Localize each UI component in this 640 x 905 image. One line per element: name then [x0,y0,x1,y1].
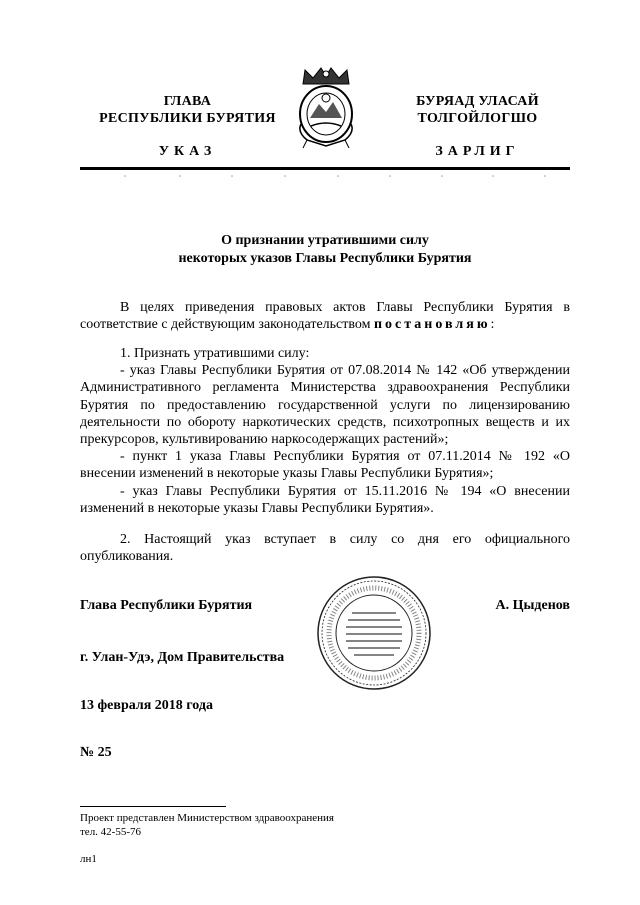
decree-end: : [490,317,495,333]
header-divider [80,167,570,170]
title-line2: некоторых указов Главы Республики Бурятия [178,251,472,266]
item1-block [80,345,570,517]
divider-dots [80,172,570,180]
preamble-paragraph [80,299,570,333]
signer-name: А. Цыденов [495,598,570,613]
header-left-line1: ГЛАВА [163,94,212,109]
doc-kind-left: УКАЗ [158,144,217,159]
item1-sub1: - указ Главы Республики Бурятия от 07.08.2014 № 142 «Об утверждении Административного регламента Министерства здравоохранения Республики Бурятия по предоставлению государственной услуги по лицензированию деятельности по обороту наркотических средств, психотропных веществ и их прекурсоров, культивированию наркосодержащих растений»; [80,363,570,448]
footnote-code: лн1 [80,853,97,865]
doc-kind-right: ЗАРЛИГ [435,144,520,159]
document-number: № 25 [80,745,112,760]
header-right-title [390,93,565,127]
header-left-line2: РЕСПУБЛИКИ БУРЯТИЯ [99,111,276,126]
signer-position: Глава Республики Бурятия [80,598,253,613]
document-title [80,232,570,268]
item1-heading: 1. Признать утратившими силу: [120,346,310,361]
footnote-divider [80,806,226,807]
footnote-line2: тел. 42-55-76 [80,826,142,838]
footnote-line1: Проект представлен Министерством здравоохранения [80,812,334,824]
item1-sub2: - пункт 1 указа Главы Республики Бурятия от 07.11.2014 № 192 «О внесении изменений в некоторые указы Главы Республики Бурятия»; [80,449,570,482]
decree-word: постановляю [373,317,491,333]
header-left-title [80,93,295,127]
header-right-line2: ТОЛГОЙЛОГШО [417,111,538,126]
coat-of-arms-icon [293,62,359,150]
signing-date: 13 февраля 2018 года [80,698,213,713]
title-line1: О признании утратившими силу [221,233,429,248]
header-right-line1: БУРЯАД УЛАСАЙ [416,94,539,109]
item2-paragraph: 2. Настоящий указ вступает в силу со дня его официального опубликования. [80,532,570,565]
signing-place: г. Улан-Удэ, Дом Правительства [80,650,285,665]
item1-sub3: - указ Главы Республики Бурятия от 15.11.2016 № 194 «О внесении изменений в некоторые указы Главы Республики Бурятия». [80,483,570,516]
preamble-text: В целях приведения правовых актов Главы Республики Бурятия в соответствие с действующим законодательством [80,300,570,333]
official-seal [316,575,432,691]
